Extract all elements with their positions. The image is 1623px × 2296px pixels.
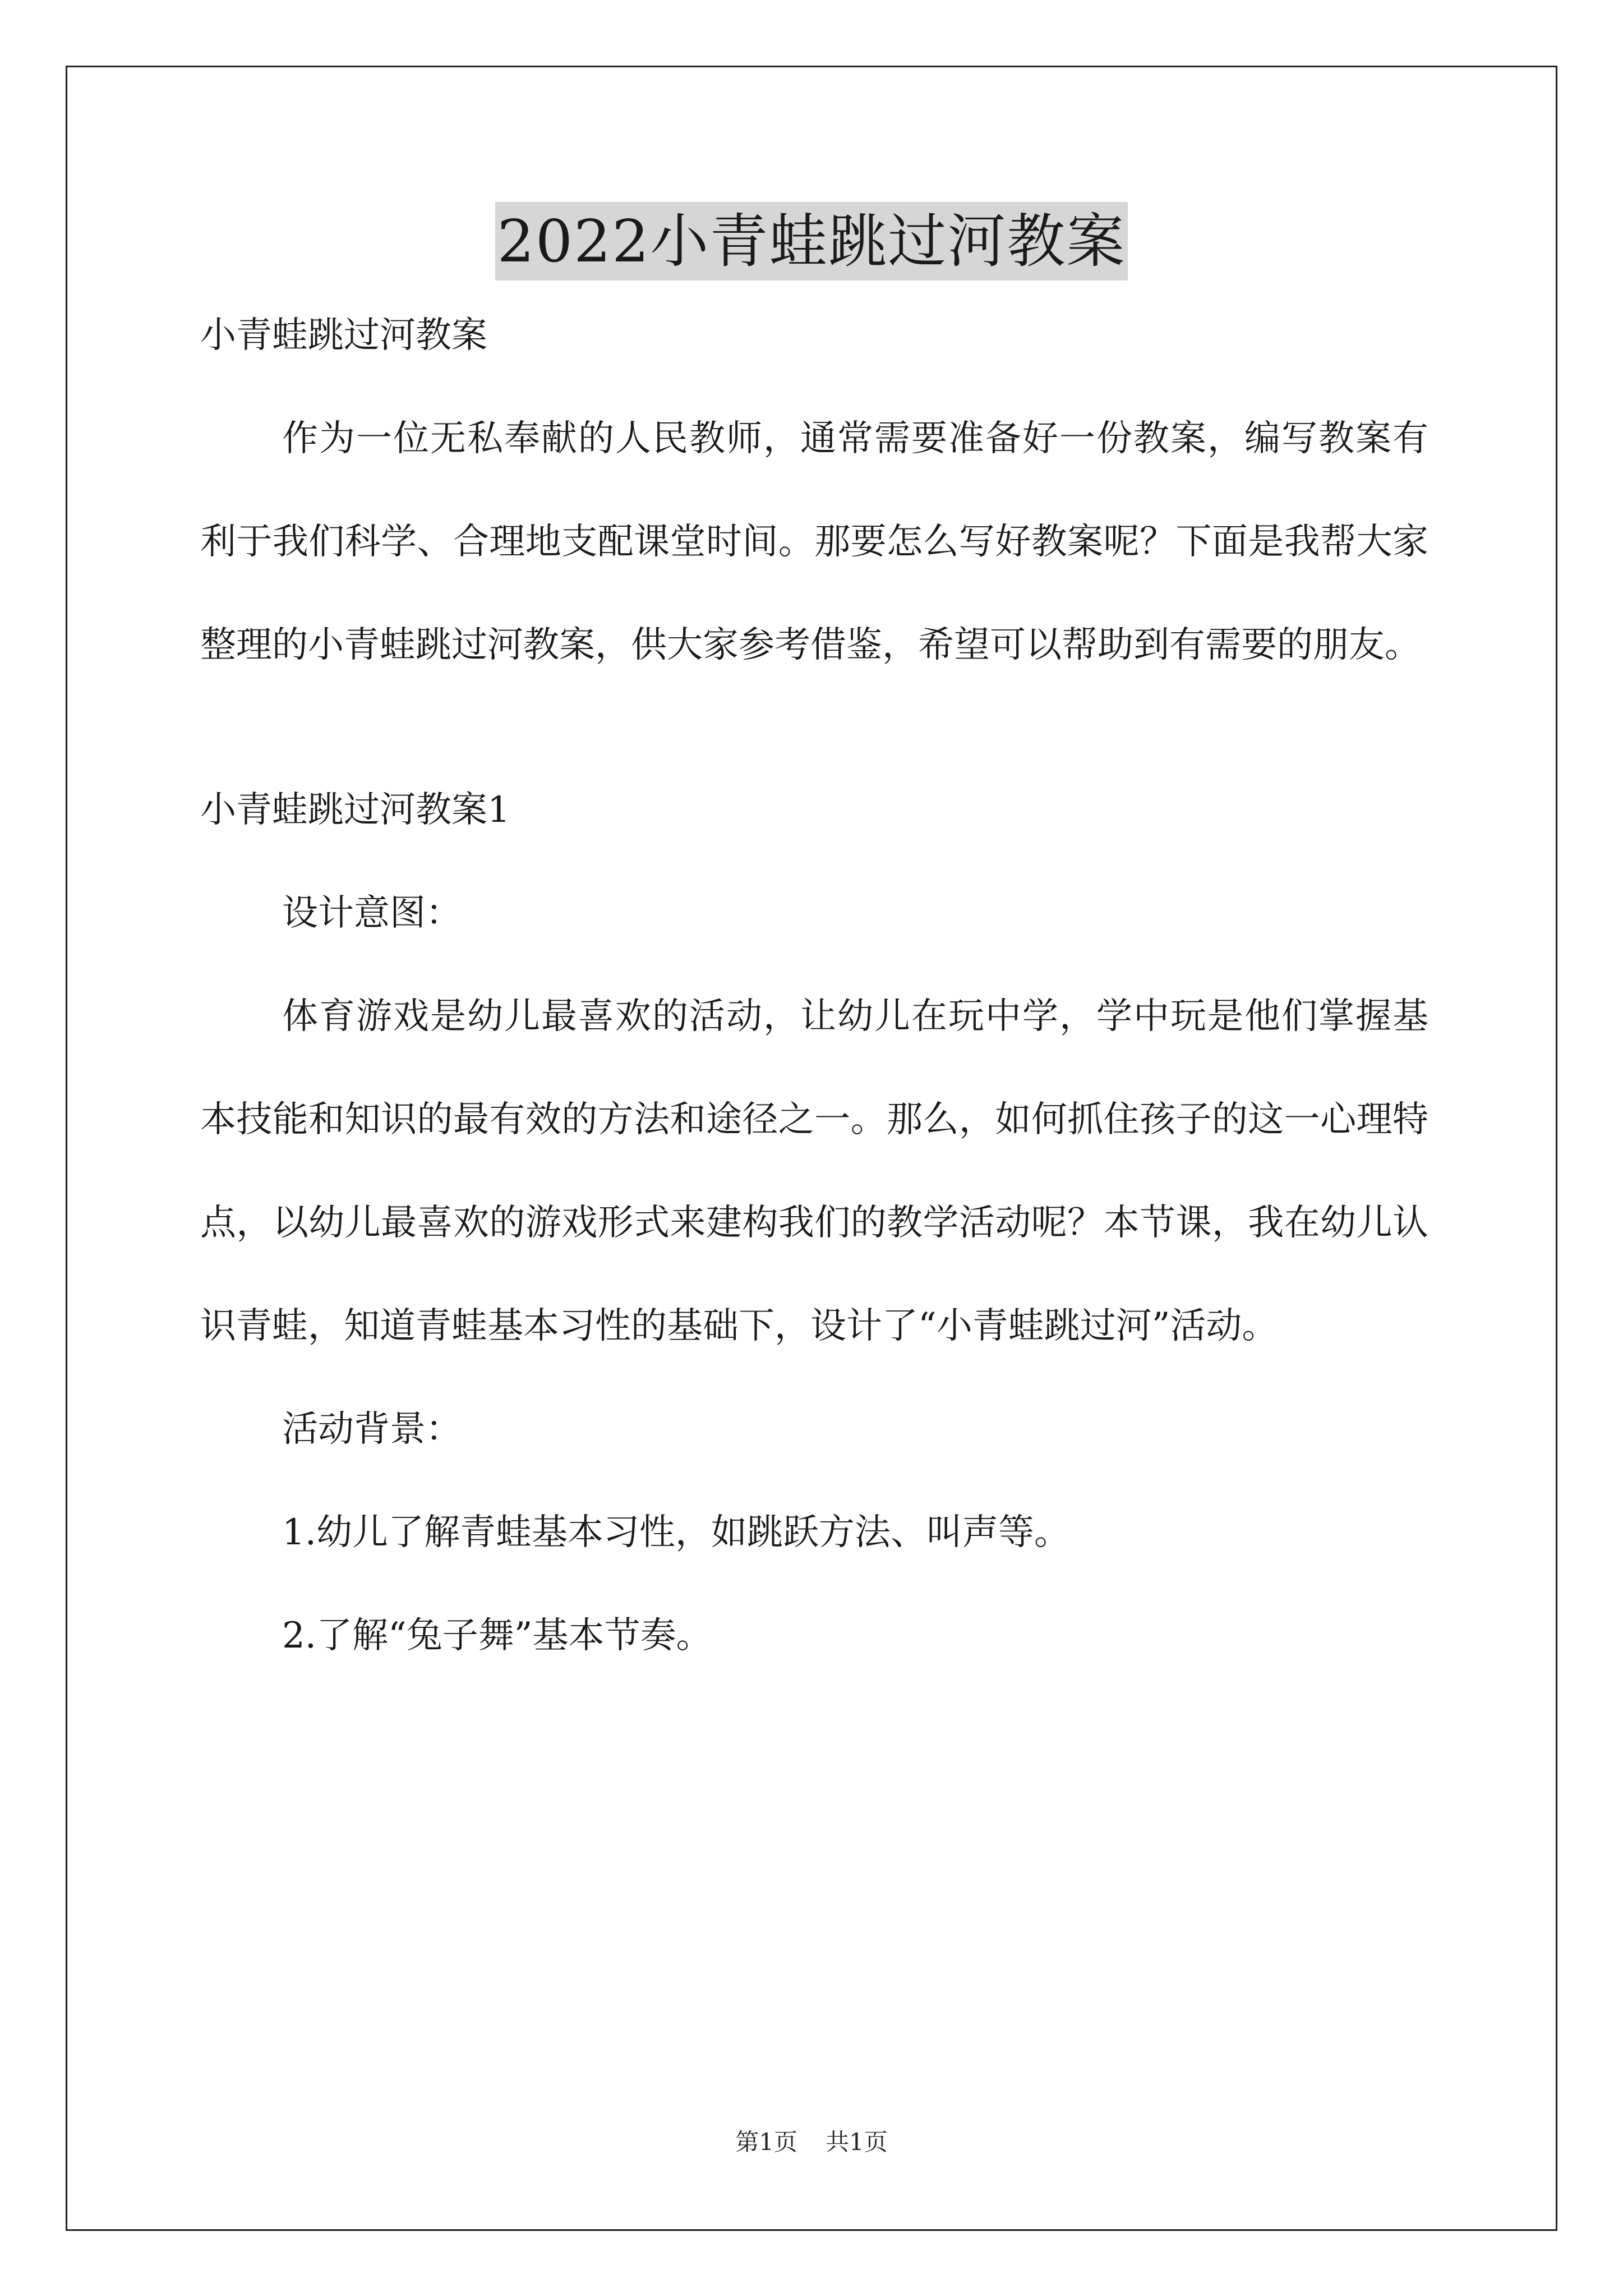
subtitle: 小青蛙跳过河教案 bbox=[200, 315, 487, 356]
background-item-2: 2.了解“兔子舞”基本节奏。 bbox=[282, 1615, 712, 1657]
title-container bbox=[0, 202, 1623, 280]
page-number-current: 第1页 bbox=[735, 2128, 797, 2156]
document-body bbox=[200, 314, 1428, 1718]
page-number-total: 共1页 bbox=[826, 2128, 888, 2156]
background-label: 活动背景： bbox=[282, 1409, 462, 1450]
intro-paragraph: 作为一位无私奉献的人民教师，通常需要准备好一份教案，编写教案有利于我们科学、合理地支配课堂时间。那要怎么写好教案呢？下面是我帮大家整理的小青蛙跳过河教案，供大家参考借鉴，希望可以帮助到有需要的朋友。 bbox=[200, 418, 1428, 666]
section-gap bbox=[200, 727, 1428, 789]
page-footer bbox=[0, 2128, 1623, 2156]
design-label: 设计意图： bbox=[282, 892, 462, 934]
document-title: 2022小青蛙跳过河教案 bbox=[495, 202, 1128, 280]
section-heading: 小青蛙跳过河教案1 bbox=[200, 789, 510, 831]
background-item-1: 1.幼儿了解青蛙基本习性，如跳跃方法、叫声等。 bbox=[282, 1512, 1071, 1553]
design-paragraph: 体育游戏是幼儿最喜欢的活动，让幼儿在玩中学，学中玩是他们掌握基本技能和知识的最有效的方法和途径之一。那么，如何抓住孩子的这一心理特点，以幼儿最喜欢的游戏形式来建构我们的教学活动呢？本节课，我在幼儿认识青蛙，知道青蛙基本习性的基础下，设计了“小青蛙跳过河”活动。 bbox=[200, 996, 1428, 1347]
